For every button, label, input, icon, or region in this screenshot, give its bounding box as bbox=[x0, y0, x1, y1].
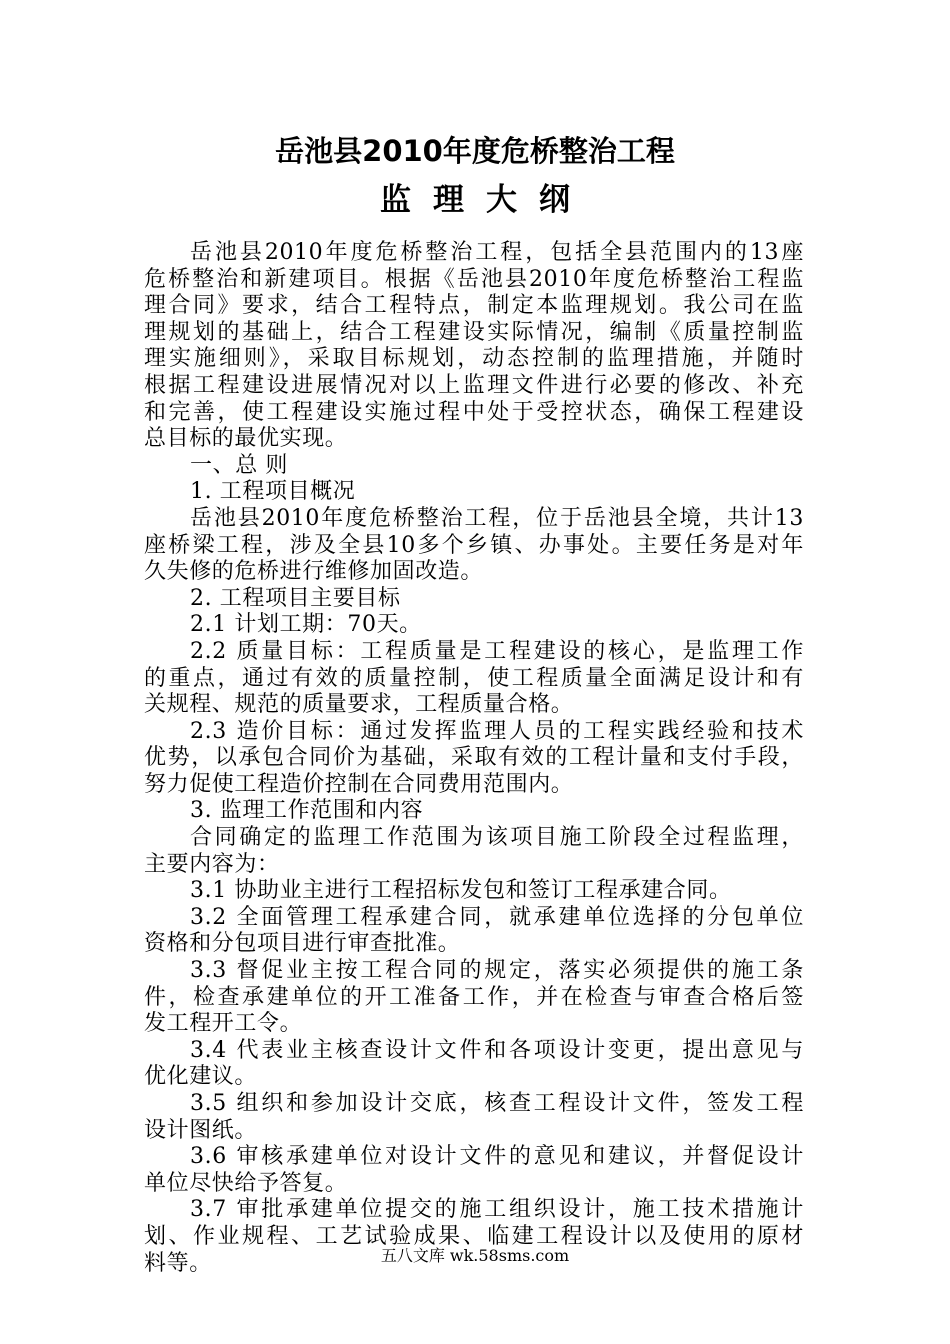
text-line: 单位尽快给予答复。 bbox=[144, 1170, 348, 1196]
text-line: 一、总 则 bbox=[190, 452, 288, 478]
text-line: 理规划的基础上，结合工程建设实际情况，编制《质量控制监 bbox=[144, 319, 804, 345]
text-line: 座桥梁工程，涉及全县10多个乡镇、办事处。主要任务是对年 bbox=[144, 532, 804, 558]
document-body bbox=[144, 240, 804, 1277]
text-line: 1. 工程项目概况 bbox=[190, 479, 356, 505]
text-line: 资格和分包项目进行审查批准。 bbox=[144, 931, 461, 957]
text-line: 合同确定的监理工作范围为该项目施工阶段全过程监理， bbox=[190, 825, 804, 851]
document-title: 岳池县2010年度危桥整治工程 bbox=[275, 134, 675, 168]
text-line: 和完善，使工程建设实施过程中处于受控状态，确保工程建设 bbox=[144, 399, 804, 425]
text-line: 岳池县2010年度危桥整治工程，包括全县范围内的13座 bbox=[190, 240, 804, 265]
text-line: 理实施细则》，采取目标规划，动态控制的监理措施，并随时 bbox=[144, 346, 804, 372]
text-line: 岳池县2010年度危桥整治工程，位于岳池县全境，共计13 bbox=[190, 505, 804, 531]
text-line: 优化建议。 bbox=[144, 1064, 258, 1090]
text-line: 料等。 bbox=[144, 1250, 212, 1276]
text-line: 3.6 审核承建单位对设计文件的意见和建议，并督促设计 bbox=[190, 1144, 804, 1170]
text-line: 理合同》要求，结合工程特点，制定本监理规划。我公司在监 bbox=[144, 293, 804, 319]
text-line: 根据工程建设进展情况对以上监理文件进行必要的修改、补充 bbox=[144, 372, 804, 398]
text-line: 设计图纸。 bbox=[144, 1117, 258, 1143]
text-line: 2.2 质量目标：工程质量是工程建设的核心，是监理工作 bbox=[190, 638, 804, 664]
text-line: 关规程、规范的质量要求，工程质量合格。 bbox=[144, 692, 574, 718]
footer-watermark: 五八文库 wk.58sms.com bbox=[380, 1246, 570, 1265]
text-line: 划、作业规程、工艺试验成果、临建工程设计以及使用的原材 bbox=[144, 1223, 804, 1249]
text-line: 努力促使工程造价控制在合同费用范围内。 bbox=[144, 771, 574, 797]
text-line: 危桥整治和新建项目。根据《岳池县2010年度危桥整治工程监 bbox=[144, 266, 804, 292]
text-line: 3.2 全面管理工程承建合同，就承建单位选择的分包单位 bbox=[190, 904, 804, 930]
text-line: 的重点，通过有效的质量控制，使工程质量全面满足设计和有 bbox=[144, 665, 804, 691]
text-line: 久失修的危桥进行维修加固改造。 bbox=[144, 559, 484, 585]
text-line: 总目标的最优实现。 bbox=[144, 426, 348, 452]
text-line: 3.3 督促业主按工程合同的规定，落实必须提供的施工条 bbox=[190, 958, 804, 984]
text-line: 件，检查承建单位的开工准备工作，并在检查与审查合格后签 bbox=[144, 984, 804, 1010]
text-line: 发工程开工令。 bbox=[144, 1011, 303, 1037]
text-line: 2. 工程项目主要目标 bbox=[190, 585, 401, 611]
text-line: 主要内容为： bbox=[144, 851, 280, 877]
text-line: 3. 监理工作范围和内容 bbox=[190, 798, 424, 824]
document-subtitle: 监理大纲 bbox=[380, 182, 592, 218]
text-line: 3.4 代表业主核查设计文件和各项设计变更，提出意见与 bbox=[190, 1037, 804, 1063]
text-line: 3.7 审批承建单位提交的施工组织设计，施工技术措施计 bbox=[190, 1197, 804, 1223]
text-line: 3.1 协助业主进行工程招标发包和签订工程承建合同。 bbox=[190, 878, 732, 904]
text-line: 2.1 计划工期：70天。 bbox=[190, 612, 422, 638]
text-line: 3.5 组织和参加设计交底，核查工程设计文件，签发工程 bbox=[190, 1091, 804, 1116]
text-line: 优势，以承包合同价为基础，采取有效的工程计量和支付手段， bbox=[144, 745, 804, 771]
text-line: 2.3 造价目标：通过发挥监理人员的工程实践经验和技术 bbox=[190, 718, 804, 744]
